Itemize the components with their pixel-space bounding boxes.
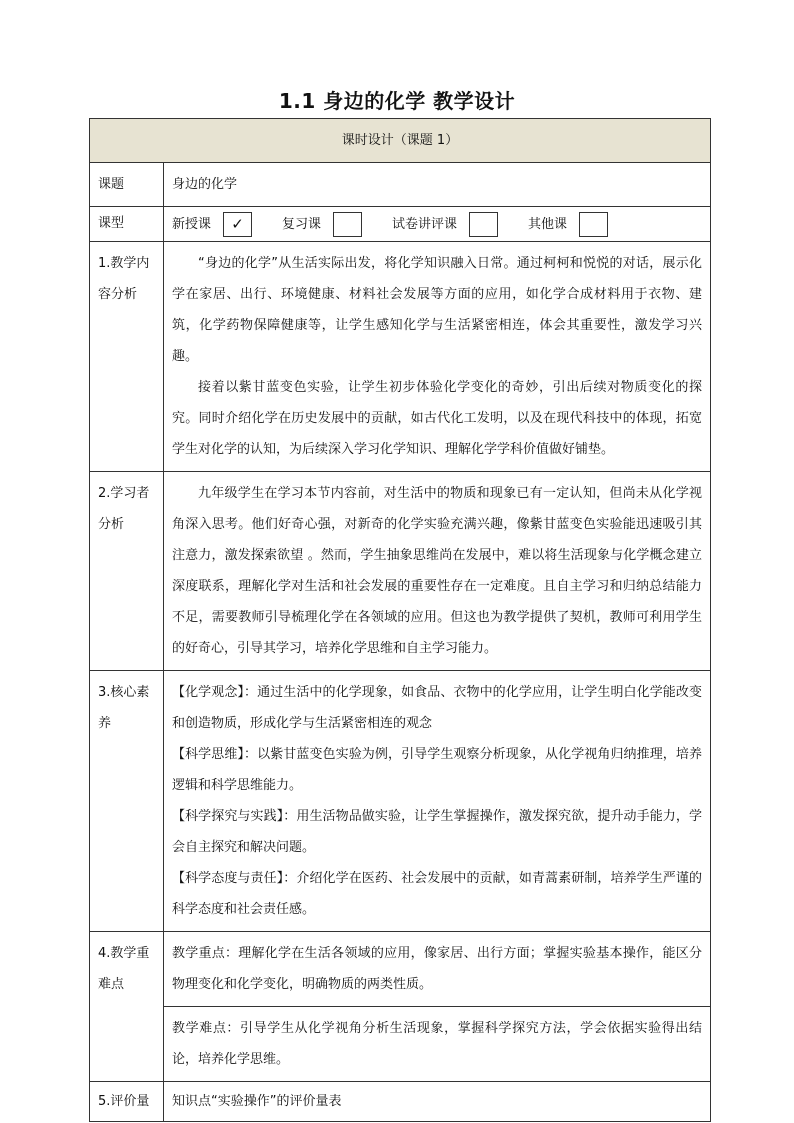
lesson-type-review[interactable] [282,209,362,240]
content-analysis-paragraph: “身边的化学”从生活实际出发，将化学知识融入日常。通过柯柯和悦悦的对话，展示化学在家居、出行、环境健康、材料社会发展等方面的应用，如化学合成材料用于衣物、建筑，化学药物保障健康等，让学生感知化学与生活紧密相连，体会其重要性，激发学习兴趣。 [172,256,702,364]
lesson-type-exam-label: 试卷讲评课 [392,216,458,232]
document-title: 1.1 身边的化学 教学设计 [278,89,516,113]
lesson-type-exam-checkbox[interactable] [469,212,498,237]
evaluation-label: 5.评价量 [90,1082,164,1122]
evaluation-value: 知识点“实验操作”的评价量表 [164,1082,711,1122]
learner-analysis-paragraph: 九年级学生在学习本节内容前，对生活中的物质和现象已有一定认知，但尚未从化学视角深入思考。他们好奇心强，对新奇的化学实验充满兴趣，像紫甘蓝变色实验能迅速吸引其注意力，激发探索欲望 。然而，学生抽象思维尚在发展中，难以将生活现象与化学概念建立深度联系，理解化学对生活和社会发展的重要性存在一定难度。且自主学习和归纳总结能力不足，需要教师引导梳理化学在各领域的应用。但这也为教学提供了契机，教师可利用学生的好奇心，引导其学习，培养化学思维和自主学习能力。 [172,486,702,656]
lesson-type-row [90,207,711,242]
lesson-type-options [172,209,702,239]
lesson-design-table [89,118,711,1122]
core-literacy-label: 3.核心素养 [90,671,164,932]
topic-value: 身边的化学 [164,163,711,207]
core-literacy-item: 【科学思维】：以紫甘蓝变色实验为例，引导学生观察分析现象，从化学视角归纳推理，培养逻辑和科学思维能力。 [172,747,702,793]
lesson-type-review-checkbox[interactable] [333,212,362,237]
content-analysis-row [90,242,711,472]
learner-analysis-label: 2.学习者分析 [90,472,164,671]
key-points-key: 教学重点：理解化学在生活各领域的应用，像家居、出行方面；掌握实验基本操作，能区分物理变化和化学变化，明确物质的两类性质。 [172,946,702,992]
lesson-type-review-label: 复习课 [282,216,322,232]
core-literacy-item: 【科学探究与实践】：用生活物品做实验，让学生掌握操作，激发探究欲，提升动手能力，学会自主探究和解决问题。 [172,809,702,855]
content-analysis-label: 1.教学内容分析 [90,242,164,472]
lesson-type-new-checkbox[interactable]: ✓ [223,212,252,237]
lesson-type-other-label: 其他课 [528,216,568,232]
evaluation-row [90,1082,711,1122]
lesson-type-label: 课型 [90,207,164,242]
content-analysis-paragraph: 接着以紫甘蓝变色实验，让学生初步体验化学变化的奇妙，引出后续对物质变化的探究。同时介绍化学在历史发展中的贡献，如古代化工发明，以及在现代科技中的体现，拓宽学生对化学的认知，为后续深入学习化学知识、理解化学学科价值做好铺垫。 [172,380,702,457]
topic-label: 课题 [90,163,164,207]
core-literacy-item: 【科学态度与责任】：介绍化学在医药、社会发展中的贡献，如青蒿素研制，培养学生严谨的科学态度和社会责任感。 [172,871,702,917]
table-header: 课时设计（课题 1） [90,119,711,163]
core-literacy-item: 【化学观念】：通过生活中的化学现象，如食品、衣物中的化学应用，让学生明白化学能改变和创造物质，形成化学与生活紧密相连的观念 [172,685,702,731]
topic-row [90,163,711,207]
lesson-type-new-label: 新授课 [172,216,212,232]
core-literacy-row [90,671,711,932]
table-header-row [90,119,711,163]
lesson-type-new[interactable] [172,209,252,240]
key-points-label: 4.教学重难点 [90,932,164,1082]
lesson-type-exam[interactable] [392,209,498,240]
difficult-points-row [90,1007,711,1082]
lesson-type-other-checkbox[interactable] [579,212,608,237]
key-points-difficult: 教学难点：引导学生从化学视角分析生活现象，掌握科学探究方法，学会依据实验得出结论，培养化学思维。 [172,1021,702,1067]
key-points-row [90,932,711,1007]
learner-analysis-row [90,472,711,671]
lesson-type-other[interactable] [528,209,608,240]
